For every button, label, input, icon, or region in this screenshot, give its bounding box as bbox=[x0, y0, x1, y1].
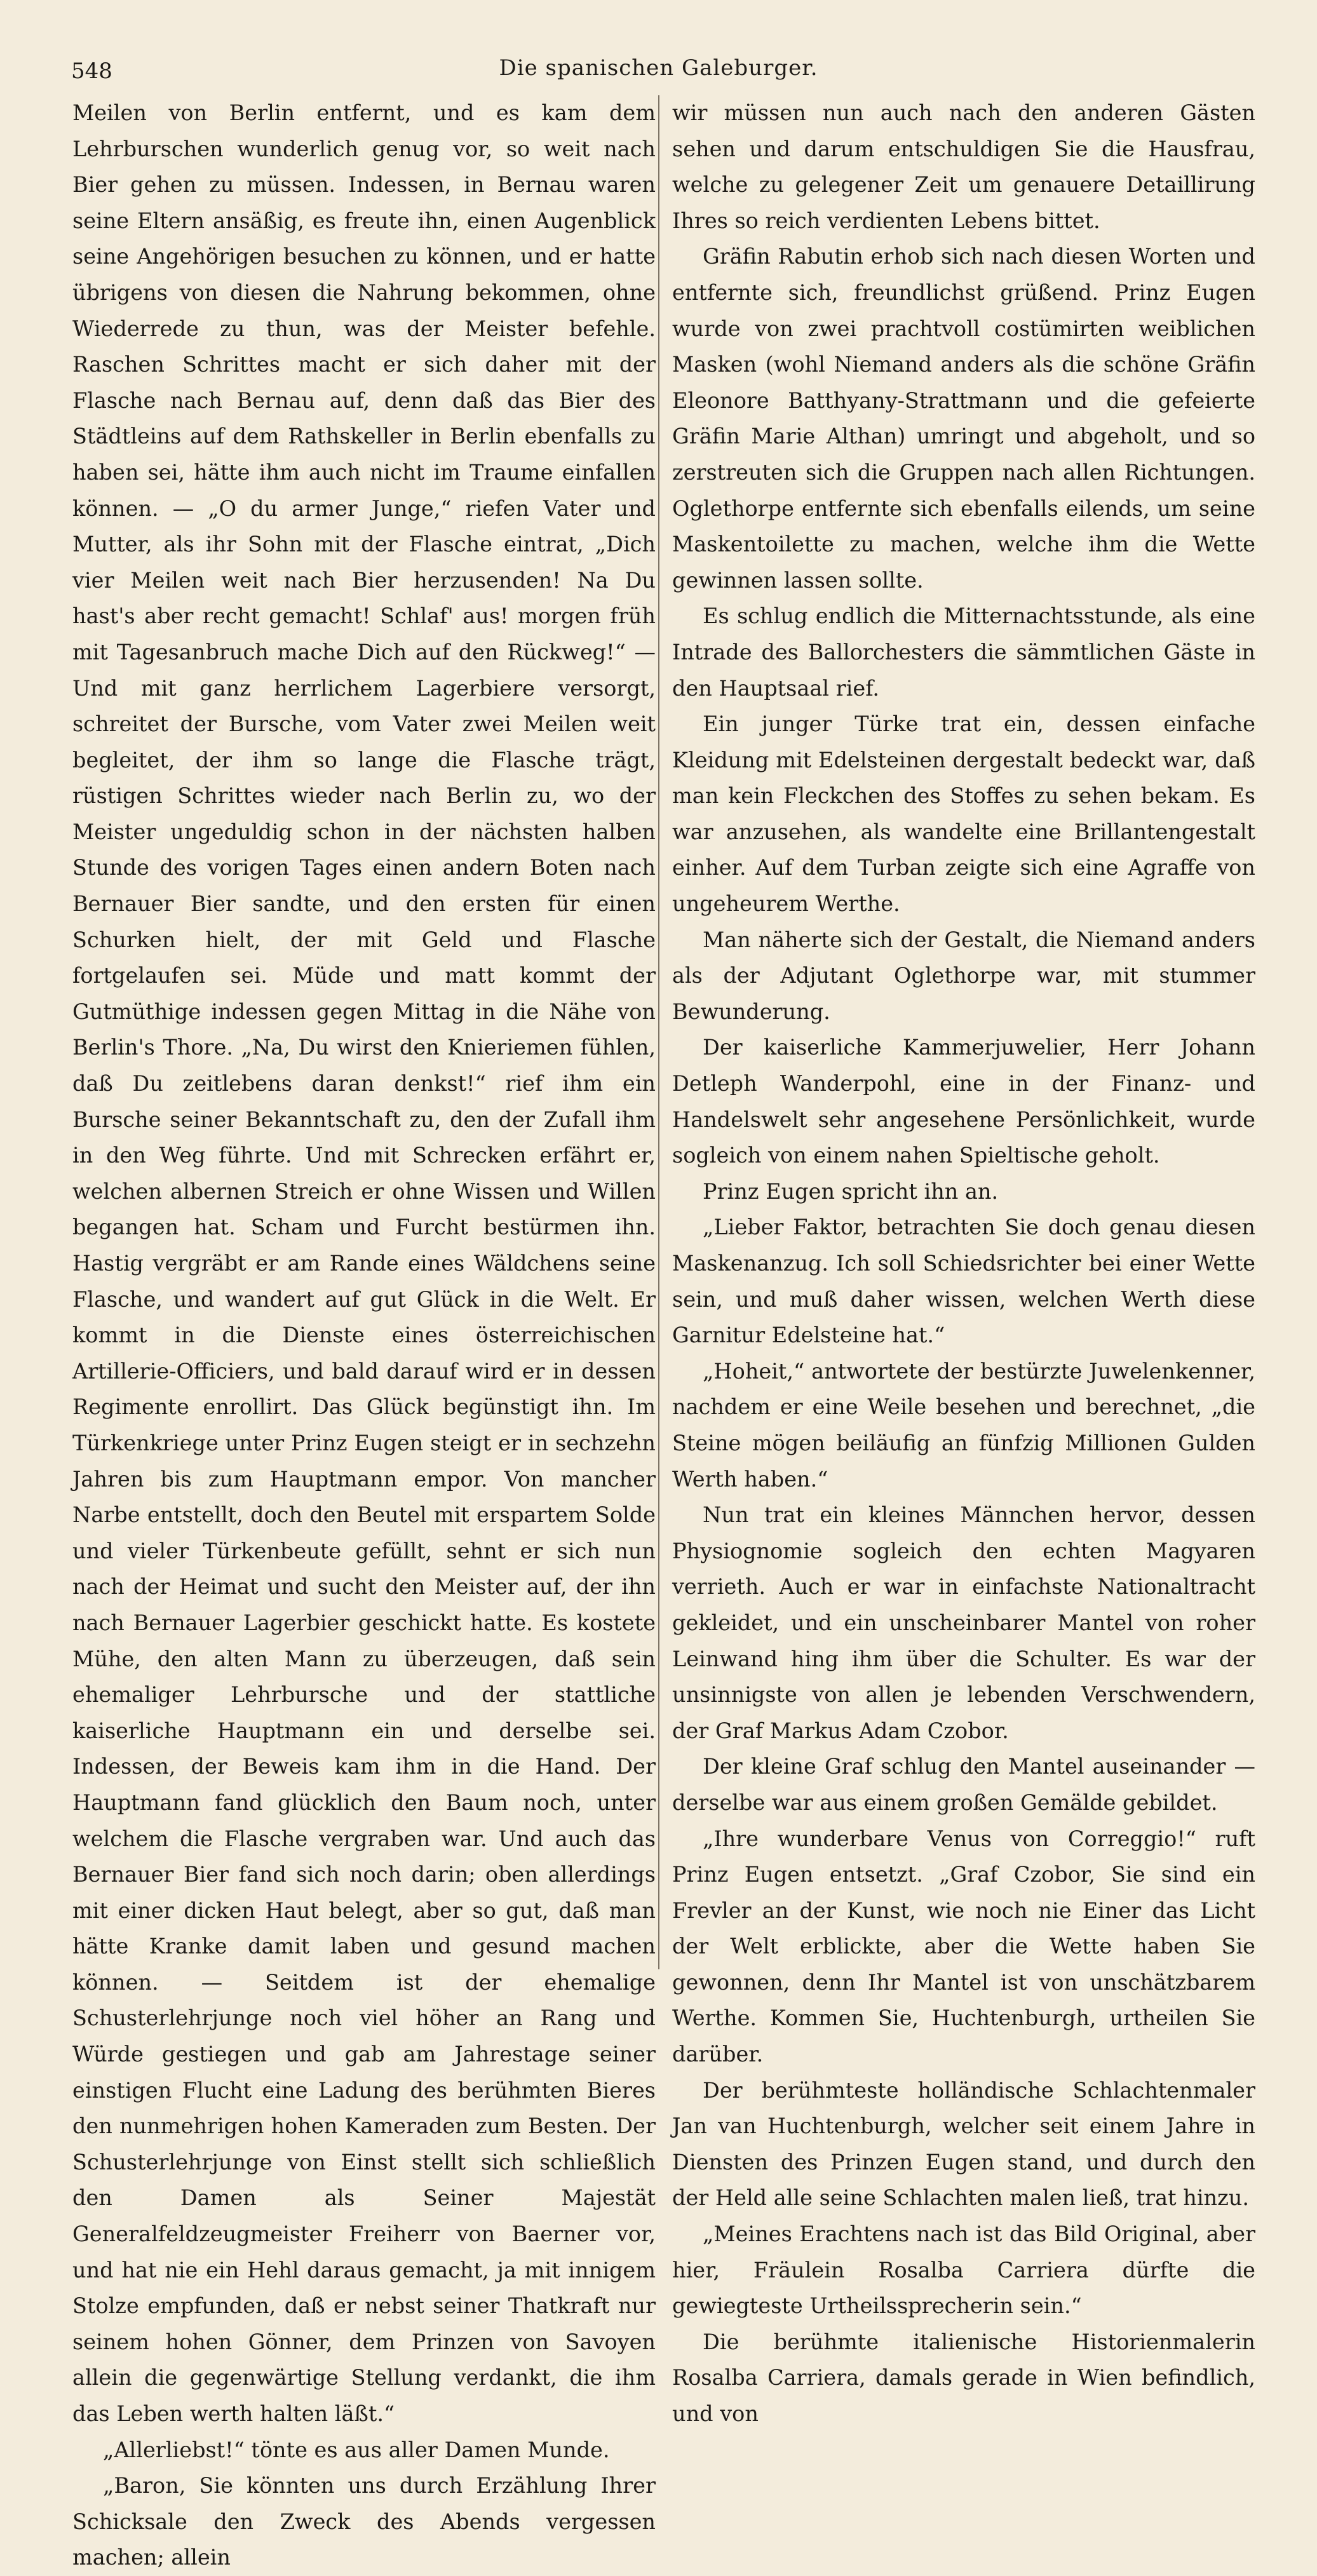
right-paragraph: „Lieber Faktor, betrachten Sie doch genau diesen Maskenanzug. Ich soll Schiedsrichter bei einer Wette sein, und muß daher wissen, welchen Werth diese Garnitur Edelsteine hat.“ bbox=[672, 1215, 1255, 1348]
right-paragraph: Gräfin Rabutin erhob sich nach diesen Worten und entfernte sich, freundlichst grüßend. Prinz Eugen wurde von zwei prachtvoll costümirten weiblichen Masken (wohl Niemand anders als die schöne Gräfin Eleonore Batthyany-Strattmann und die gefeierte Gräfin Marie Althan) umringt und abgeholt, und so zerstreuten sich die Gruppen nach allen Richtungen. Oglethorpe entfernte sich ebenfalls eilends, um seine Maskentoilette zu machen, welche ihm die Wette gewinnen lassen sollte. bbox=[672, 244, 1255, 593]
right-paragraph: „Hoheit,“ antwortete der bestürzte Juwelenkenner, nachdem er eine Weile besehen und berechnet, „die Steine mögen beiläufig an fünfzig Millionen Gulden Werth haben.“ bbox=[672, 1358, 1255, 1492]
right-paragraph: Nun trat ein kleines Männchen hervor, dessen Physiognomie sogleich den echten Magyaren verrieth. Auch er war in einfachste Nationaltracht gekleidet, und ein unscheinbarer Mantel von roher Leinwand hing ihm über die Schulter. Es war der unsinnigste von allen je lebenden Verschwendern, der Graf Markus Adam Czobor. bbox=[672, 1502, 1255, 1743]
right-paragraph: Der kaiserliche Kammerjuwelier, Herr Johann Detleph Wanderpohl, eine in der Finanz- und Handelswelt sehr angesehene Persönlichkeit, wurde sogleich von einem nahen Spieltische geholt. bbox=[672, 1035, 1255, 1168]
page-number: 548 bbox=[71, 58, 112, 84]
right-paragraph: Der kleine Graf schlug den Mantel auseinander — derselbe war aus einem großen Gemälde gebildet. bbox=[672, 1754, 1255, 1815]
right-paragraph: Ein junger Türke trat ein, dessen einfache Kleidung mit Edelsteinen dergestalt bedeckt war, daß man kein Fleckchen des Stoffes zu sehen bekam. Es war anzusehen, als wandelte eine Brillantengestalt einher. Auf dem Turban zeigte sich eine Agraffe von ungeheurem Werthe. bbox=[672, 711, 1255, 917]
left-column bbox=[72, 95, 656, 2570]
column-divider bbox=[658, 95, 659, 1969]
right-paragraph: wir müssen nun auch nach den anderen Gästen sehen und darum entschuldigen Sie die Hausfrau, welche zu gelegener Zeit um genauere Detaillirung Ihres so reich verdienten Lebens bittet. bbox=[672, 100, 1255, 233]
running-title: Die spanischen Galeburger. bbox=[499, 55, 818, 81]
left-paragraph: „Allerliebst!“ tönte es aus aller Damen Munde. bbox=[103, 2437, 610, 2462]
right-paragraph: Die berühmte italienische Historienmalerin Rosalba Carriera, damals gerade in Wien befindlich, und von bbox=[672, 2329, 1255, 2426]
right-paragraph: „Ihre wunderbare Venus von Correggio!“ ruft Prinz Eugen entsetzt. „Graf Czobor, Sie sind ein Frevler an der Kunst, wie noch nie Einer das Licht der Welt erblickte, aber die Wette haben Sie gewonnen, denn Ihr Mantel ist von unschätzbarem Werthe. Kommen Sie, Huchtenburgh, urtheilen Sie darüber. bbox=[672, 1826, 1255, 2067]
right-paragraph: „Meines Erachtens nach ist das Bild Original, aber hier, Fräulein Rosalba Carriera dürfte die gewiegteste Urtheilssprecherin sein.“ bbox=[672, 2222, 1255, 2319]
right-paragraph: Es schlug endlich die Mitternachtsstunde, als eine Intrade des Ballorchesters die sämmtlichen Gäste in den Hauptsaal rief. bbox=[672, 604, 1255, 701]
left-paragraph: „Baron, Sie könnten uns durch Erzählung Ihrer Schicksale den Zweck des Abends vergessen machen; allein bbox=[72, 2473, 656, 2570]
right-column bbox=[672, 95, 1255, 2426]
right-paragraph: Der berühmteste holländische Schlachtenmaler Jan van Huchtenburgh, welcher seit einem Jahre in Diensten des Prinzen Eugen stand, und durch den der Held alle seine Schlachten malen ließ, trat hinzu. bbox=[672, 2077, 1255, 2211]
left-paragraph: Meilen von Berlin entfernt, und es kam dem Lehrburschen wunderlich genug vor, so weit nach Bier gehen zu müssen. Indessen, in Bernau waren seine Eltern ansäßig, es freute ihn, einen Augenblick seine Angehörigen besuchen zu können, und er hatte übrigens von diesen die Nahrung bekommen, ohne Wiederrede zu thun, was der Meister befehle. Raschen Schrittes macht er sich daher mit der Flasche nach Bernau auf, denn daß das Bier des Städtleins auf dem Rathskeller in Berlin ebenfalls zu haben sei, hätte ihm auch nicht im Traume einfallen können. — „O du armer Junge,“ riefen Vater und Mutter, als ihr Sohn mit der Flasche eintrat, „Dich vier Meilen weit nach Bier herzusenden! Na Du hast's aber recht gemacht! Schlaf' aus! morgen früh mit Tagesanbruch mache Dich auf den Rückweg!“ — Und mit ganz herrlichem Lagerbiere versorgt, schreitet der Bursche, vom Vater zwei Meilen weit begleitet, der ihm so lange die Flasche trägt, rüstigen Schrittes wieder nach Berlin zu, wo der Meister ungeduldig schon in der nächsten halben Stunde des vorigen Tages einen andern Boten nach Bernauer Bier sandte, und den ersten für einen Schurken hielt, der mit Geld und Flasche fortgelaufen sei. Müde und matt kommt der Gutmüthige indessen gegen Mittag in die Nähe von Berlin's Thore. „Na, Du wirst den Knieriemen fühlen, daß Du zeitlebens daran denkst!“ rief ihm ein Bursche seiner Bekanntschaft zu, den der Zufall ihm in den Weg führte. Und mit Schrecken erfährt er, welchen albernen Streich er ohne Wissen und Willen begangen hat. Scham und Furcht bestürmen ihn. Hastig vergräbt er am Rande eines Wäldchens seine Flasche, und wandert auf gut Glück in die Welt. Er kommt in die Dienste eines österreichischen Artillerie-Officiers, und bald darauf wird er in dessen Regimente enrollirt. Das Glück begünstigt ihn. Im Türkenkriege unter Prinz Eugen steigt er in sechzehn Jahren bis zum Hauptmann empor. Von mancher Narbe entstellt, doch den Beutel mit erspartem Solde und vieler Türkenbeute gefüllt, sehnt er sich nun nach der Heimat und sucht den Meister auf, der ihn nach Bernauer Lagerbier geschickt hatte. Es kostete Mühe, den alten Mann zu überzeugen, daß sein ehemaliger Lehrbursche und der stattliche kaiserliche Hauptmann ein und derselbe sei. Indessen, der Beweis kam ihm in die Hand. Der Hauptmann fand glücklich den Baum noch, unter welchem die Flasche vergraben war. Und auch das Bernauer Bier fand sich noch darin; oben allerdings mit einer dicken Haut belegt, aber so gut, daß man hätte Kranke damit laben und gesund machen können. — Seitdem ist der ehemalige Schusterlehrjunge noch viel höher an Rang und Würde gestiegen und gab am Jahrestage seiner einstigen Flucht eine Ladung des berühmten Bieres den nunmehrigen hohen Kameraden zum Besten. Der Schusterlehrjunge von Einst stellt sich schließlich den Damen als Seiner Majestät Generalfeldzeugmeister Freiherr von Baerner vor, und hat nie ein Hehl daraus gemacht, ja mit innigem Stolze empfunden, daß er nebst seiner Thatkraft nur seinem hohen Gönner, dem Prinzen von Savoyen allein die gegenwärtige Stellung verdankt, die ihm das Leben werth halten läßt.“ bbox=[72, 100, 656, 2426]
right-paragraph: Prinz Eugen spricht ihn an. bbox=[703, 1178, 999, 1204]
right-paragraph: Man näherte sich der Gestalt, die Niemand anders als der Adjutant Oglethorpe war, mit stummer Bewunderung. bbox=[672, 927, 1255, 1024]
